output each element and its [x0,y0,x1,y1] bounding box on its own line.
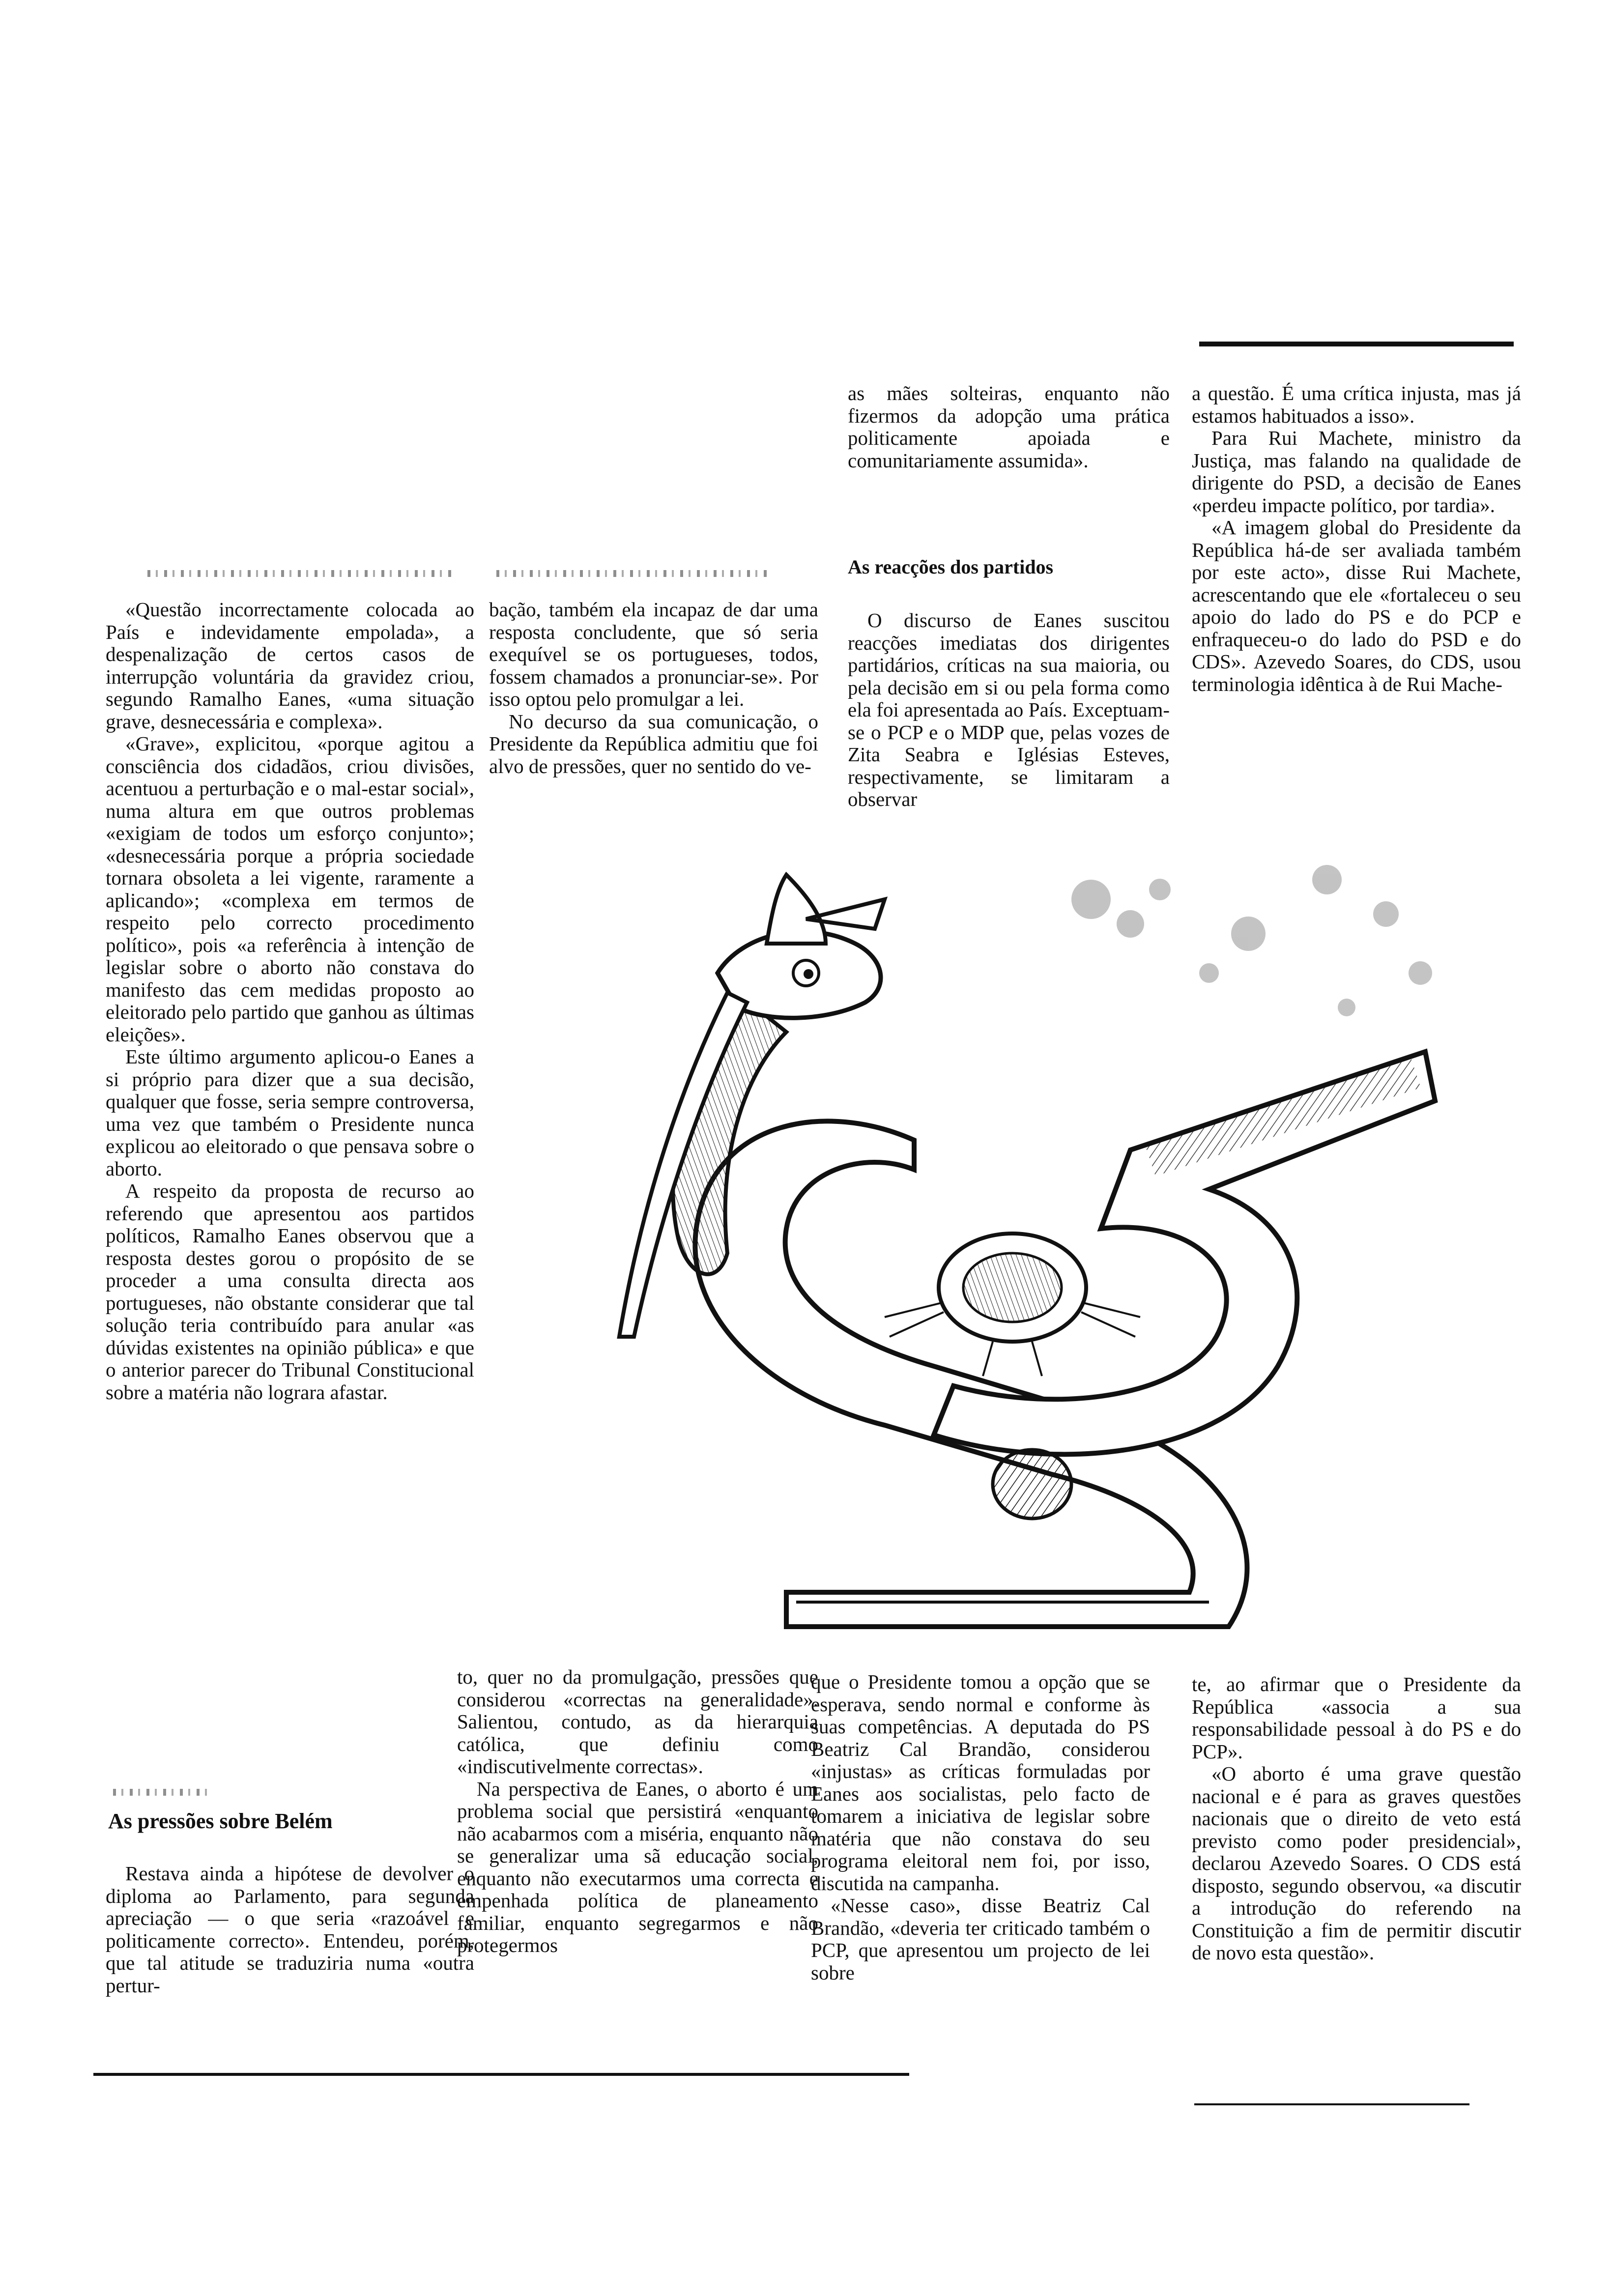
paragraph: «Grave», explicitou, «porque agitou a consciência dos cidadãos, criou divisões, acentuou a perturbação e o mal-estar social», numa altura em que outros problemas «exigiam de todos um esforço conjunto»; «desnecessária porque a própria sociedade tornara obsoleta a lei vigente, raramente a aplicando»; «complexa em termos de respeito pelo correcto procedimento político», pois «a referência à intenção de legislar sobre o aborto não constava do manifesto das cem medidas proposto ao eleitorado pelo partido que ganhou as últimas eleições». [106,732,474,1046]
top-rule [1199,342,1514,346]
subhead-pressoes: As pressões sobre Belém [108,1809,333,1833]
paragraph: as mães solteiras, enquanto não fizermos da adopção uma prática politicamente apoiada e comunitariamente assumida». [848,382,1170,472]
paragraph: «A imagem global do Presidente da República há-de ser avaliada também por este acto», disse Rui Machete, acrescentando que ele «fortaleceu o seu apoio do lado do PS e do PCP e enfraqueceu-o do lado do PSD e do CDS». Azevedo Soares, do CDS, usou terminologia idêntica à de Rui Mache- [1192,516,1521,695]
paragraph: «Questão incorrectamente colocada ao País e indevidamente empolada», a despenalização de certos casos de interrupção voluntária da gravidez criou, segundo Ramalho Eanes, «uma situação grave, desnecessária e complexa». [106,599,474,733]
paragraph: te, ao afirmar que o Presidente da República «associa a sua responsabilidade pessoal à do PS e do PCP». [1192,1673,1521,1763]
article-column-3-bottom [811,1671,1150,2084]
paragraph: bação, também ela incapaz de dar uma resposta concludente, que só seria exequível se os portugueses, todos, fossem chamados a pronunciar-se». Por isso optou pelo promulgar a lei. [489,599,818,710]
paragraph: que o Presidente tomou a opção que se esperava, sendo normal e conforme às suas competências. A deputada do PS Beatriz Cal Brandão, considerou «injustas» as críticas formuladas por Eanes aos socialistas, pelo facto de tomarem a iniciativa de legislar sobre matéria que não constava do seu programa eleitoral nem foi, por isso, discutida na campanha. [811,1671,1150,1894]
article-column-2-bottom [457,1666,818,2079]
paragraph: A respeito da proposta de recurso ao referendo que apresentou aos partidos políticos, Ramalho Eanes observou que a resposta destes gorou o propósito de se proceder a uma consulta directa aos portugueses, não obstante considerar que tal solução teria contribuído para anular «as dúvidas existentes na opinião pública» e que o anterior parecer do Tribunal Constitucional sobre a matéria não lograra afastar. [106,1179,474,1404]
paragraph: «O aborto é uma grave questão nacional e é para as graves questões nacionais que o direito de veto está previsto como poder presidencial», declarou Azevedo Soares. O CDS está disposto, segundo observou, «a discutir a introdução do referendo na Constituição a fim de permitir discutir de novo esta questão». [1192,1762,1521,1964]
paragraph: Para Rui Machete, ministro da Justiça, mas falando na qualidade de dirigente do PSD, a decisão de Eanes «perdeu impacte político, por tardia». [1192,427,1521,517]
subhead-reaccoes: As reacções dos partidos [848,556,1054,578]
paragraph: Este último argumento aplicou-o Eanes a si próprio para dizer que a sua decisão, qualquer que fosse, seria sempre controversa, uma vez que também o Presidente nunca explicou ao eleitorado o que pensava sobre o aborto. [106,1045,474,1180]
article-column-1-bottom [106,1863,474,2049]
paragraph: a questão. É uma crítica injusta, mas já estamos habituados a isso». [1192,382,1521,427]
article-column-3-mid [848,609,1170,835]
bottom-rule-left [93,2073,909,2076]
article-column-3-top [848,382,1170,481]
scan-noise [496,570,772,577]
scan-noise [113,1789,211,1796]
bottom-rule-right [1194,2103,1469,2105]
article-column-2-top [489,599,818,834]
cartoon-25-bird-icon [511,845,1469,1641]
paragraph: «Nesse caso», disse Beatriz Cal Brandão, «deveria ter criticado também o PCP, que apresentou um projecto de lei sobre [811,1894,1150,1984]
scan-noise [147,570,452,577]
article-column-4-top [1192,382,1521,874]
paragraph: to, quer no da promulgação, pressões que considerou «correctas na generalidade». Salientou, contudo, as da hierarquia católica, que definiu como «indiscutivelmente correctas». [457,1666,818,1778]
article-column-4-bottom [1192,1673,1521,2071]
article-column-1 [106,599,474,1785]
paragraph: O discurso de Eanes suscitou reacções imediatas dos dirigentes partidários, críticas na sua maioria, ou pela decisão em si ou pela forma como ela foi apresentada ao País. Exceptuam-se o PCP e o MDP que, pelas vozes de Zita Seabra e Iglésias Esteves, respectivamente, se limitaram a observar [848,609,1170,810]
paragraph: Restava ainda a hipótese de devolver o diploma ao Parlamento, para segunda apreciação — o que seria «razoável e politicamente correcto». Entendeu, porém, que tal atitude se traduziria numa «outra pertur- [106,1863,474,1997]
paragraph: No decurso da sua comunicação, o Presidente da República admitiu que foi alvo de pressões, quer no sentido do ve- [489,710,818,777]
paragraph: Na perspectiva de Eanes, o aborto é um problema social que persistirá «enquanto não acabarmos com a miséria, enquanto não se generalizar uma sã educação social, enquanto não executarmos uma correcta e empenhada política de planeamento familiar, enquanto segregarmos e não protegermos [457,1777,818,1956]
